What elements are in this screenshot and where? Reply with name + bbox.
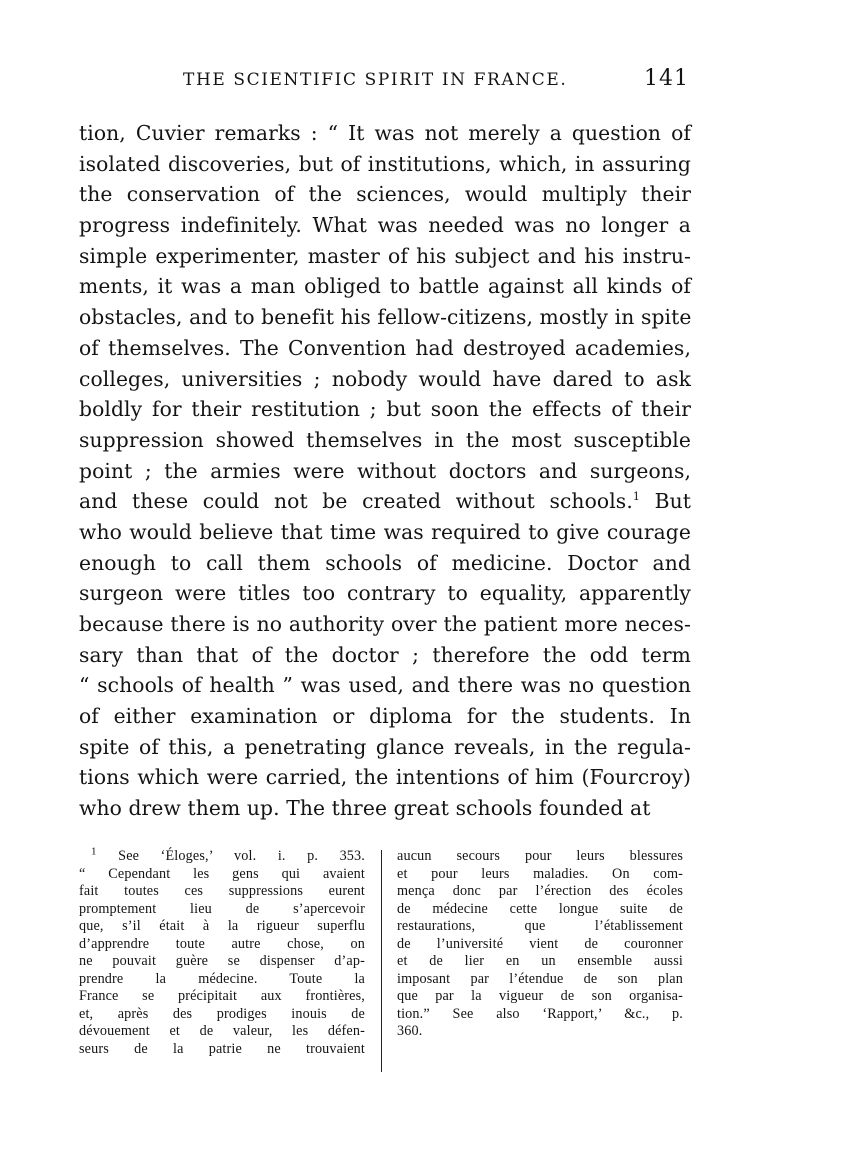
body-line: sary than that of the doctor ; therefore the odd term [79,642,691,667]
footnote-line: ne pouvait guère se dispenser d’ap- [79,953,365,969]
body-line: suppression showed themselves in the most susceptible [79,427,691,452]
footnote-line: et de lier en un ensemble aussi [397,953,683,969]
body-line: tion, Cuvier remarks : “ It was not merely a question of [79,121,691,145]
footnote-column-left [79,845,365,1058]
footnote-line: seurs de la patrie ne trouvaient [79,1040,365,1057]
footnote-marker: 1 [91,845,97,858]
footnote-line: que, s’il était à la rigueur superflu [79,918,365,934]
body-line: spite of this, a penetrating glance reveals, in the regula- [79,734,691,759]
body-line: who drew them up. The three great schools founded at [79,796,651,821]
body-line: point ; the armies were without doctors and surgeons, [79,458,691,483]
page-header [79,68,691,98]
footnote-line: mença donc par l’érection des écoles [397,883,683,899]
body-line: “ schools of health ” was used, and there was no question [79,673,691,698]
footnote-line: restaurations, que l’établissement [397,918,683,934]
body-line: of either examination or diploma for the students. In [79,704,691,729]
body-line-with-footnote-ref [79,486,691,517]
body-line: because there is no authority over the patient more neces- [79,612,691,636]
body-line: surgeon were titles too contrary to equality, apparently [79,581,691,606]
footnote-line: imposant par l’étendue de son plan [397,970,683,987]
body-line: colleges, universities ; nobody would have dared to ask [79,366,691,391]
footnote-line: et pour leurs maladies. On com- [397,865,683,882]
body-line: enough to call them schools of medicine. Doctor and [79,550,691,575]
footnote-line: promptement lieu de s’apercevoir [79,900,365,917]
footnote-line [79,845,365,866]
page-number: 141 [644,66,689,91]
footnote-line: dévouement et de valeur, les défen- [79,1023,365,1039]
footnote-line-text: See ‘Éloges,’ vol. i. p. 353. [118,848,365,864]
body-line-text: and these could not be created without schools. [79,489,633,514]
footnote-line: d’apprendre toute autre chose, on [79,935,365,952]
footnote-line: de médecine cette longue suite de [397,900,683,917]
body-line: the conservation of the sciences, would multiply their [79,182,691,207]
footnote-line: prendre la médecine. Toute la [79,970,365,987]
body-line: isolated discoveries, but of institutions, which, in assuring [79,151,691,176]
footnote-line: 360. [397,1023,423,1039]
footnote-line: et, après des prodiges inouis de [79,1005,365,1022]
body-text [79,118,691,824]
body-line: simple experimenter, master of his subject and his instru- [79,243,691,268]
footnote-column-divider [381,850,382,1072]
body-line: obstacles, and to benefit his fellow-citizens, mostly in spite [79,305,692,330]
footnotes [79,845,691,1076]
footnote-line: aucun secours pour leurs blessures [397,848,683,864]
running-head: THE SCIENTIFIC SPIRIT IN FRANCE. [183,70,568,90]
body-line-tail: But [639,489,692,514]
footnote-line: tion.” See also ‘Rapport,’ &c., p. [397,1005,683,1022]
footnote-line: que par la vigueur de son organisa- [397,988,683,1004]
body-line: ments, it was a man obliged to battle against all kinds of [79,274,691,299]
body-line: who would believe that time was required to give courage [79,519,691,544]
footnote-line: France se précipitait aux frontières, [79,988,365,1004]
footnote-line: “ Cependant les gens qui avaient [79,865,365,882]
footnote-line: fait toutes ces suppressions eurent [79,883,365,899]
footnote-reference: 1 [632,490,640,504]
body-line: progress indefinitely. What was needed was no longer a [79,213,691,238]
body-line: tions which were carried, the intentions of him (Fourcroy) [79,765,691,790]
body-line: of themselves. The Convention had destroyed academies, [79,335,691,360]
body-line: boldly for their restitution ; but soon the effects of their [79,397,691,422]
footnote-line: de l’université vient de couronner [397,935,683,952]
footnote-column-right [397,848,683,1041]
